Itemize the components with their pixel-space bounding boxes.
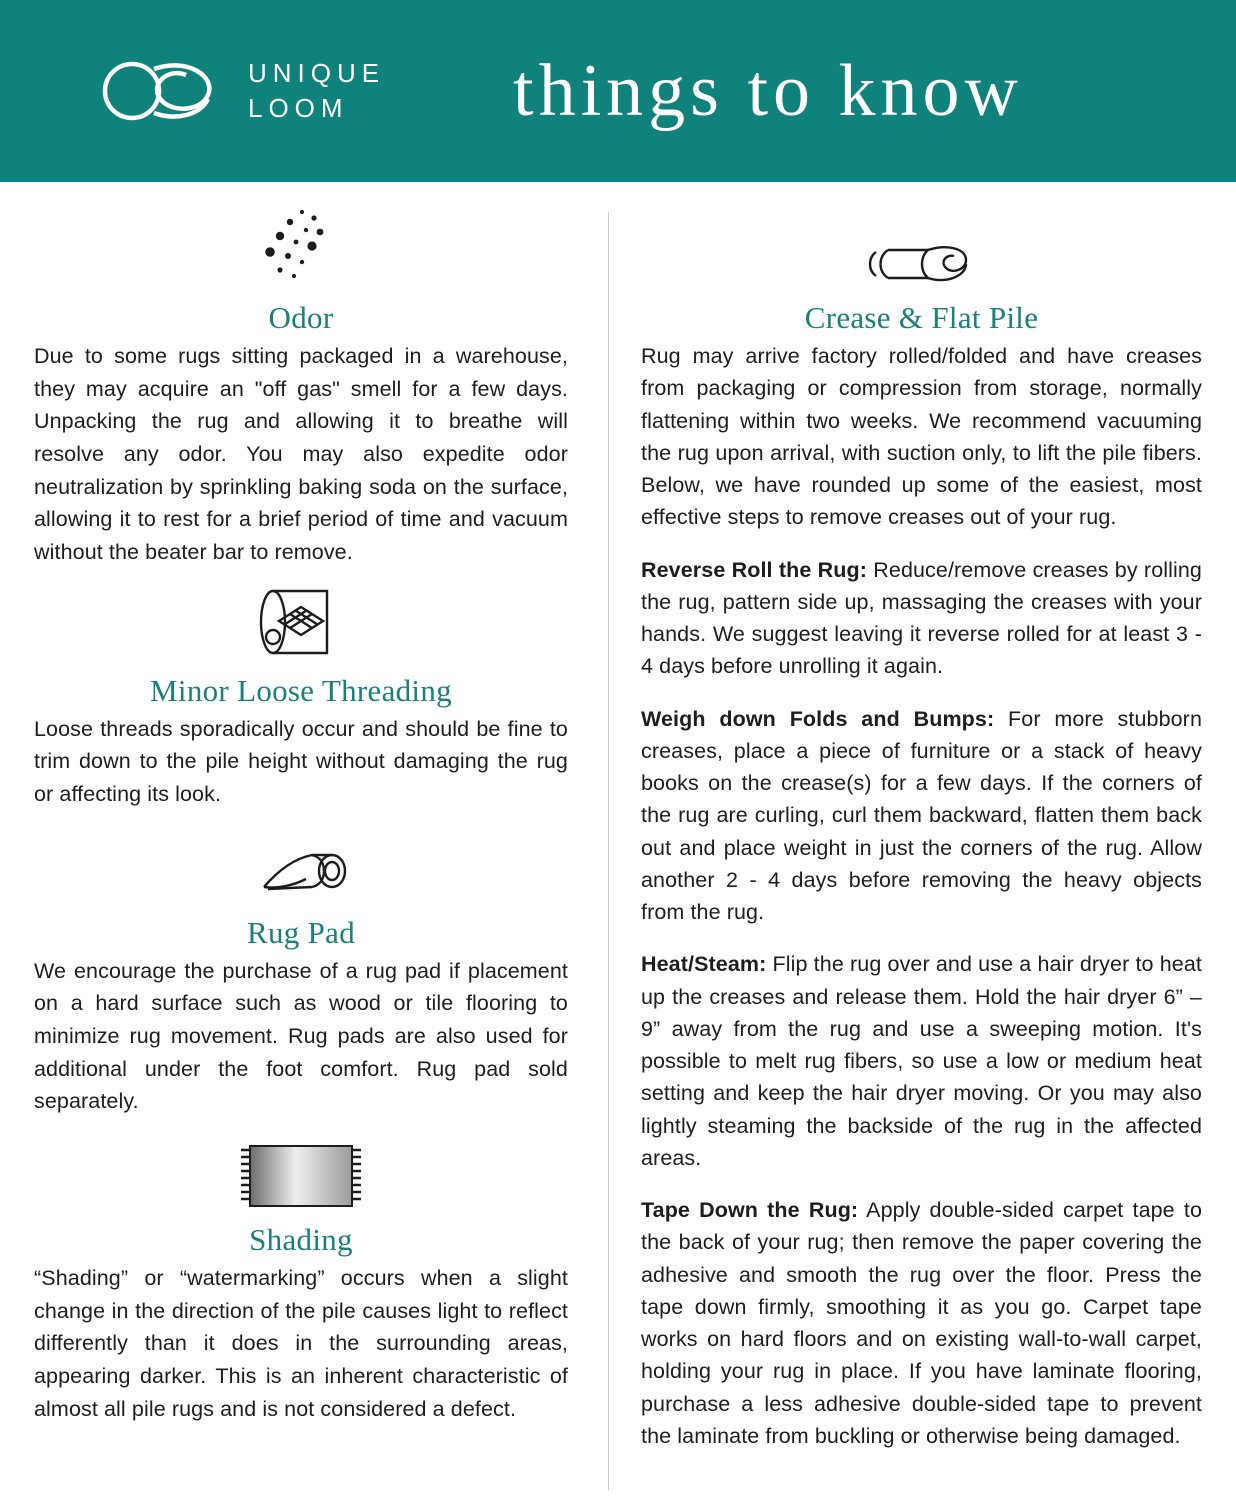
section-title-shading: Shading <box>249 1222 353 1258</box>
tip-text-reverse-roll: Reduce/remove creases by rolling the rug, pattern side up, massaging the creases with your hands. We suggest leaving it reverse rolled for at least 3 - 4 days before unrolling it again. <box>641 557 1202 679</box>
crease-flat-pile-icon <box>641 208 1202 294</box>
odor-dots-icon <box>34 208 568 294</box>
tip-label-heat-steam: Heat/Steam: <box>641 952 767 977</box>
tip-weigh-down <box>641 703 1202 929</box>
tip-text-tape-down: Apply double-sided carpet tape to the back of your rug; then remove the paper covering the adhesive and smooth the rug over the floor. Press the tape down firmly, smoothing it as you go. Carpet tape works on hard floors and on existing wall-to-wall carpet, holding your rug in place. If you have laminate flooring, purchase a less adhesive double-sided tape to prevent the laminate from buckling or otherwise being damaged. <box>641 1198 1203 1448</box>
column-divider <box>608 212 609 1490</box>
tip-text-heat-steam: Flip the rug over and use a hair dryer to heat up the creases and release them. Hold the hair dryer 6” – 9” away from the rug and use a sweeping motion. It's possible to melt rug fibers, so use a low or medium heat setting and keep the hair dryer moving. Or you may also lightly steaming the backside of the rug in the affected areas. <box>641 952 1202 1170</box>
tip-label-reverse-roll: Reverse Roll the Rug: <box>641 557 868 582</box>
section-shading <box>34 1130 568 1425</box>
section-body-odor: Due to some rugs sitting packaged in a warehouse, they may acquire an "off gas" smell for a few days. Unpacking the rug and allowing it to breathe will resolve any odor. You may also expedite odor neutralization by sprinkling baking soda on the surface, allowing it to rest for a brief period of time and vacuum without the beater bar to remove. <box>34 344 568 565</box>
section-title-rug-pad: Rug Pad <box>246 914 356 950</box>
section-odor <box>34 208 568 569</box>
section-minor-loose-threading <box>34 581 568 811</box>
rolled-rug-icon <box>34 581 568 667</box>
tip-tape-down <box>641 1194 1202 1452</box>
section-body-shading: “Shading” or “watermarking” occurs when a slight change in the direction of the pile causes light to reflect differently than it does in the surrounding areas, appearing darker. This is an inherent characteristic of almost all pile rugs and is not considered a defect. <box>34 1266 568 1421</box>
content-area <box>0 182 1236 1500</box>
tip-text-weigh-down: For more stubborn creases, place a piece of furniture or a stack of heavy books on the crease(s) for a few days. If the corners of the rug are curling, curl them backward, flatten them back out and place weight in just the corners of the rug. Allow another 2 - 4 days before removing the heavy objects from the rug. <box>641 706 1203 924</box>
tip-label-weigh-down: Weigh down Folds and Bumps: <box>641 706 995 731</box>
crease-intro-text: Rug may arrive factory rolled/folded and have creases from packaging or compression from storage, normally flattening within two weeks. We recommend vacuuming the rug upon arrival, with suction only, to lift the pile fibers. Below, we have rounded up some of the easiest, most effective steps to remove creases out of your rug. <box>641 344 1202 530</box>
section-title-minor-loose-threading: Minor Loose Threading <box>150 672 452 708</box>
tip-label-tape-down: Tape Down the Rug: <box>641 1198 859 1222</box>
brand-line-1: UNIQUE <box>248 57 386 88</box>
tip-reverse-roll <box>641 554 1202 683</box>
page-title: things to know <box>513 49 1023 132</box>
section-rug-pad <box>34 823 568 1118</box>
section-body-rug-pad: We encourage the purchase of a rug pad if placement on a hard surface such as wood or tile flooring to minimize rug movement. Rug pads are also used for additional under the foot comfort. Rug pad sold separately. <box>34 958 568 1114</box>
section-title-crease-flat-pile: Crease & Flat Pile <box>804 300 1039 335</box>
section-body-minor-loose-threading: Loose threads sporadically occur and should be fine to trim down to the pile height without damaging the rug or affecting its look. <box>34 716 568 807</box>
page-header <box>0 0 1236 182</box>
shaded-rug-icon <box>34 1130 568 1216</box>
right-column <box>623 208 1202 1500</box>
tip-heat-steam <box>641 948 1202 1174</box>
section-title-odor: Odor <box>268 300 334 335</box>
rug-pad-roll-icon <box>34 823 568 909</box>
brand-line-2: LOOM <box>248 93 349 123</box>
left-column <box>34 208 594 1500</box>
